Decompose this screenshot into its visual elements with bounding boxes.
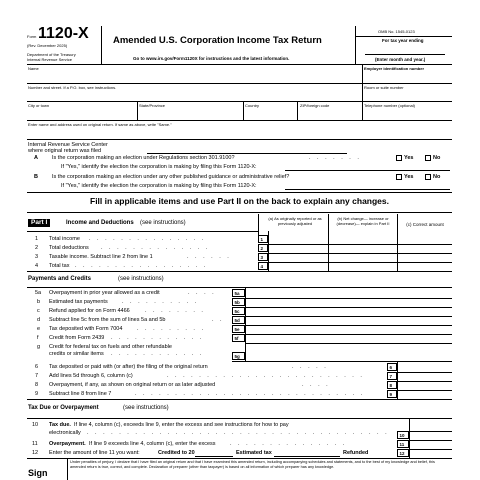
question-a-yes-label: Yes [404,155,414,161]
service-center-line-1: Internal Revenue Service Center [28,142,108,148]
question-b-yes-checkbox[interactable] [396,174,402,180]
tax-year-hint: (Enter month and year.) [375,57,426,62]
country-label: Country [245,103,260,108]
part-1-title-note: (see instructions) [140,220,186,226]
part-1-title: Income and Deductions [66,220,134,226]
question-b-election-field[interactable] [285,182,450,190]
state-label: State/Province [139,103,166,108]
form-page: Form 1120-X (Rev. December 2025) Department of the Treasury Internal Revenue Service Amended U.S. Corporation Income Tax Return Go to www.irs.gov/Form1120X for instructions and the latest information. OMB No. 1545-0123 For tax year ending (Enter month and year.) Name Employer identification number Number and street. If a P.O. box, see instructions. Room or suite number City or town State/Province Country ZIP/foreign code Telephone number (optional) Enter name and address used on original return. If same as above, write "Same." Internal Revenue Service Center where original return was filed A Is the corporation making an election under Regulations section 301.9100? . . . . . . . Yes No If "Yes," identify the election the corporation is making by filing this Form 1120-X: B Is the corporation making an election under any other published guidance or administrative relief? Yes No If "Yes," identify the election the corporation is making by filing this Form 1120-X: Fill in applicable items and use Part II on the back to explain any changes. Part I Income and Deductions (see instructions) (a) As originally reported or as previously adjusted (b) Net change— increase or (decrease)— explain in Part II (c) Correct amount 1 Total income . . . . . . . . . . . . . . . 1 2 Total deductions . . . . . . . . . . . . . . 2 3 Taxable income. Subtract line 2 from line 1 . . . . . . 3 4 Total tax . . . . . . . . . . . . . . . . . 4 Payments and Credits (see instructions) 5a Overpayment in prior year allowed as a credit . . . . 5a b Estimated tax payments . . . . . . . . . . 5b c Refund applied for on Form 4466 . . . . . . . . 5c d Subtract line 5c from the sum of lines 5a and 5b . . 5d e Tax deposited with Form 7004 . . . . . . . . . 5e f Credit from Form 2439 . . . . . . . . . . . . 5f g Credit for federal tax on fuels and other refundable credits or similar items . . . . . . . . . . . . 5g 6 Tax deposited or paid with (or after) the filing of the original return . . . . . 6 7 Add lines 5d through 6, column (c) . . . . . . . . . . . . . . . . . . . . . . . . . 7 8 Overpayment, if any, as shown on original return or as later adjusted . . . . 8 9 Subtract line 8 from line 7 . . . . . . . . . . . . . . . . . . . . . . . . . . . . . 9 Tax Due or Overpayment (see instructions) 10 Tax due. If line 4, column (c), exceeds line 9, enter the excess and see instructions for how to pay electronically . . . . . . . . . . . . . . . . . . . . . . . . . . . . . . . . . . . . . . 10 11 Overpayment. If line 9 exceeds line 4, column (c), enter the excess . . . . . . . . . . . . . . . 11 12 Enter the amount of line 11 you want: Credited to 20 Estimated tax Refunded 12 Sign Under penalties of perjury, I declare that I have filed an original return and that I have examined this amended return, including accompanying schedules and statements, and to the best of my knowledge and belief, this amended return is true, correct, and complete. Declaration of preparer (other than taxpayer) is based on all information of which preparer has any knowledge. [27,0,452,480]
city-field[interactable] [29,109,134,118]
tax-year-label: For tax year ending [382,38,424,43]
omb-number: OMB No. 1545-0123 [378,29,415,34]
question-b-letter: B [34,174,38,180]
ein-field[interactable] [364,72,450,82]
department-line-2: Internal Revenue Service [27,57,72,62]
question-a-no-checkbox[interactable] [425,155,431,161]
form-label: Form [27,34,37,39]
sign-label: Sign [28,468,48,478]
zip-label: ZIP/foreign code [300,103,330,108]
question-a-no-label: No [433,155,441,161]
question-b-text: Is the corporation making an election under any other published guidance or administrative relief? [52,174,290,180]
room-field[interactable] [364,91,450,100]
form-title: Amended U.S. Corporation Income Tax Return [113,35,322,46]
tax-year-field[interactable] [365,46,445,55]
revision-date: (Rev. December 2025) [27,43,68,48]
part-1-tag: Part I [28,219,50,227]
room-label: Room or suite number [364,85,404,90]
phone-field[interactable] [364,109,450,118]
question-b-no-checkbox[interactable] [425,174,431,180]
form-number: 1120-X [38,25,89,42]
payments-title: Payments and Credits [28,276,92,282]
phone-label: Telephone number (optional) [364,103,415,108]
name-field[interactable] [29,72,359,82]
question-a-letter: A [34,155,38,161]
service-center-line-2: where original return was filed [28,148,102,154]
zip-field[interactable] [300,109,360,118]
payments-title-note: (see instructions) [118,276,164,282]
department-line-1: Department of the Treasury [27,52,76,57]
question-a-followup: If "Yes," identify the election the corporation is making by filing this Form 1120-X: [61,164,257,170]
column-c-header: (c) Correct amount [406,222,444,227]
country-field[interactable] [245,109,295,118]
line-12-credited-field[interactable] [195,449,233,457]
perjury-statement: Under penalties of perjury, I declare that I have filed an original return and that I have examined this amended return, including accompanying schedules and statements, and to the best of my knowledge and belief, this amended return is true, correct, and complete. Declaration of preparer (other than taxpayer) is based on all information of which preparer has any knowledge. [70,460,435,469]
question-a-election-field[interactable] [285,163,450,171]
service-center-field[interactable] [147,146,347,154]
street-field[interactable] [29,91,359,100]
city-label: City or town [28,103,50,108]
same-address-note: Enter name and address used on original return. If same as above, write "Same." [28,122,172,127]
column-a-header: (a) As originally reported or as previously adjusted [268,216,322,226]
column-b-header: (b) Net change— increase or (decrease)— explain in Part II [336,216,390,226]
state-field[interactable] [139,109,241,118]
instructions-link[interactable]: Go to www.irs.gov/Form1120X for instructions and the latest information. [133,56,290,61]
tax-due-title: Tax Due or Overpayment [28,405,99,411]
question-b-yes-label: Yes [404,174,414,180]
name-label: Name [28,66,39,71]
ein-label: Employer identification number [364,66,425,71]
question-b-no-label: No [433,174,441,180]
question-a-yes-checkbox[interactable] [396,155,402,161]
question-a-text: Is the corporation making an election under Regulations section 301.9100? [52,155,235,161]
street-label: Number and street. If a P.O. box, see instructions. [28,85,117,90]
question-b-followup: If "Yes," identify the election the corporation is making by filing this Form 1120-X: [61,183,257,189]
tax-due-title-note: (see instructions) [123,405,169,411]
line-12-estimated-field[interactable] [274,449,340,457]
instructions-banner: Fill in applicable items and use Part II on the back to explain any changes. [90,196,389,206]
